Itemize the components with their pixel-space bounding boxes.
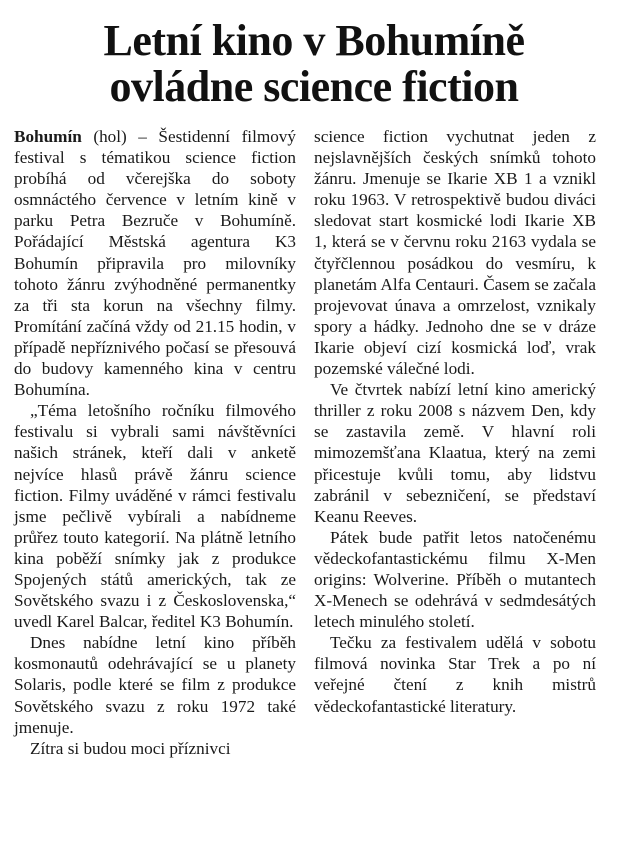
paragraph-1 <box>14 126 296 400</box>
paragraph-6: Ve čtvrtek nabízí letní kino americký thriller z roku 2008 s názvem Den, kdy se zastavila země. V hlavní roli mimozemšťana Klaatua, který na zemi přicestuje kvůli tomu, aby lidstvu zabránil v sebezničení, se představí Keanu Reeves. <box>314 380 596 526</box>
paragraph-1-text: (hol) – Šestidenní filmový festival s tématikou science fiction probíhá od včerejška do soboty osmnáctého července v letním kině v parku Petra Bezruče v Bohumíně. Pořádající Městská agentura K3 Bohumín připravila pro milovníky tohoto žánru zvýhodněné permanentky za tři sta korun na všechny filmy. Promítání začíná vždy od 21.15 hodin, v případě nepříznivého počasí se přesouvá do budovy kamenného kina v centru Bohumína. <box>14 127 296 400</box>
paragraph-8: Tečku za festivalem udělá v sobotu filmová novinka Star Trek a po ní veřejné čtení z knih mistrů vědeckofantastické literatury. <box>314 633 596 716</box>
paragraph-5: science fiction vychutnat jeden z nejslavnějších českých snímků tohoto žánru. Jmenuje se Ikarie XB 1 a vznikl roku 1963. V retrospektivě budou diváci sledovat start kosmické lodi Ikarie XB 1, která se v červnu roku 2163 vydala se čtyřčlennou posádkou do vesmíru, k planetám Alfa Centauri. Časem se začala projevovat únava a omrzelost, vznikaly spory a hádky. Jednoho dne se v dráze Ikarie objeví cizí kosmická loď, vrak pozemské válečné lodi. <box>314 127 596 379</box>
headline-line-1: Letní kino v Bohumíně <box>103 16 525 65</box>
dateline: Bohumín <box>14 127 82 146</box>
left-column <box>14 126 296 759</box>
paragraph-7: Pátek bude patřit letos natočenému vědeckofantastickému filmu X-Men origins: Wolverine. Příběh o mutantech X-Menech se odehrává v sedmdesátých letech minulého století. <box>314 527 596 632</box>
paragraph-4: Zítra si budou moci příznivci <box>30 738 231 758</box>
paragraph-2: „Téma letošního ročníku filmového festivalu si vybrali sami návštěvníci našich stránek, kteří dali v anketě nejvíce hlasů právě žánru science fiction. Filmy uváděné v rámci festivalu jsme pečlivě vybírali a nabídneme průřez touto kategorií. Na plátně letního kina poběží snímky jak z produkce Spojených států amerických, tak ze Sovětského svazu i z Československa,“ uvedl Karel Balcar, ředitel K3 Bohumín. <box>14 401 296 632</box>
headline-line-2: ovládne science fiction <box>109 62 519 111</box>
paragraph-3: Dnes nabídne letní kino příběh kosmonautů odehrávající se u planety Solaris, podle které se film z produkce Sovětského svazu z roku 1972 také jmenuje. <box>14 633 296 737</box>
right-column <box>314 126 596 717</box>
article-headline <box>0 18 628 110</box>
